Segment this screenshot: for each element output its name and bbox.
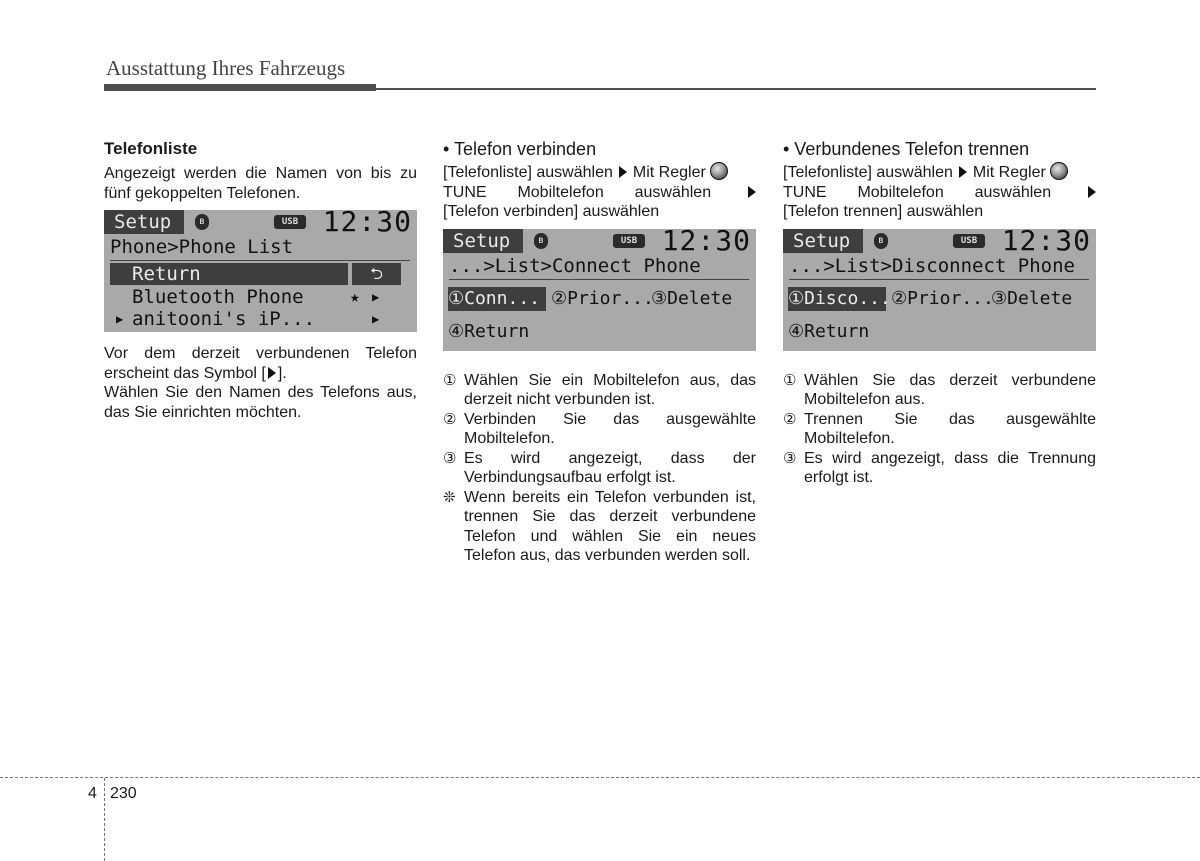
usb-icon: USB <box>274 215 306 229</box>
step-item <box>783 449 1096 488</box>
option-priority: ②Prior... <box>551 287 654 309</box>
instr-text: Mit Regler <box>972 164 1046 181</box>
breadcrumb: Phone>Phone List <box>110 234 410 261</box>
step-number: ② <box>443 409 457 428</box>
step-text: Wählen Sie ein Mobiltelefon aus, das derzeit nicht verbunden ist. <box>464 371 756 408</box>
option-return: ④Return <box>448 320 530 342</box>
breadcrumb: ...>List>Disconnect Phone <box>789 253 1089 280</box>
step-text: Wählen Sie das derzeit verbundene Mobiltelefon aus. <box>804 371 1096 408</box>
option-delete: ③Delete <box>651 287 733 309</box>
chapter-number: 4 <box>88 785 97 802</box>
section-title: • Telefon verbinden <box>443 139 597 159</box>
back-icon: ⮌ <box>352 263 401 285</box>
section-title: Telefonliste <box>104 139 198 158</box>
page-header-title: Ausstattung Ihres Fahrzeugs <box>106 56 346 80</box>
display-screen-disconnect-phone <box>783 223 1096 351</box>
clock: 12:30 <box>322 205 412 238</box>
connected-indicator-icon: ▶ <box>116 312 124 326</box>
step-item <box>443 449 756 488</box>
setup-label: Setup <box>443 229 523 253</box>
step-number: ① <box>443 370 457 389</box>
instruction-line-2 <box>783 183 1096 203</box>
option-delete: ③Delete <box>991 287 1073 309</box>
step-number: ② <box>783 409 797 428</box>
setup-label: Setup <box>104 210 184 234</box>
section-title: • Verbundenes Telefon trennen <box>783 139 1030 159</box>
footer-divider <box>0 777 1200 778</box>
star-icon: ★ <box>350 287 360 306</box>
step-item <box>783 371 1096 410</box>
bluetooth-icon: ʙ <box>534 233 548 249</box>
instr-text: Mit Regler <box>632 164 706 181</box>
step-item <box>443 371 756 410</box>
note-text: Wenn bereits ein Telefon verbunden ist, trennen Sie das derzeit verbundene Telefon und wählen Sie ein neues Telefon aus, das verbunden werden soll. <box>464 488 756 564</box>
symbol-note-text: Vor dem derzeit verbundenen Telefon erscheint das Symbol [ <box>104 345 417 382</box>
footer-vertical-divider <box>104 778 105 861</box>
arrow-icon <box>959 166 967 178</box>
chevron-right-icon: ▶ <box>372 290 380 304</box>
symbol-note-end: ]. <box>277 364 287 382</box>
list-item-return <box>104 263 417 285</box>
note-item <box>443 488 756 566</box>
usb-icon: USB <box>953 234 985 248</box>
setup-label: Setup <box>783 229 863 253</box>
select-name-text: Wählen Sie den Namen des Telefons aus, das Sie einrichten möchten. <box>104 384 417 421</box>
step-text: Es wird angezeigt, dass der Verbindungsaufbau erfolgt ist. <box>464 449 756 486</box>
step-text: Trennen Sie das ausgewählte Mobiltelefon. <box>804 410 1096 447</box>
header-rule-thick <box>104 84 376 91</box>
step-item <box>443 410 756 449</box>
list-item-phone <box>104 308 417 330</box>
option-connect: ①Conn... <box>448 287 546 311</box>
breadcrumb: ...>List>Connect Phone <box>449 253 749 280</box>
status-bar <box>443 223 756 257</box>
tune-knob-icon <box>1050 162 1068 180</box>
instr-text: [Telefonliste] auswählen <box>443 164 613 181</box>
step-item <box>783 410 1096 449</box>
page-number: 230 <box>110 785 137 802</box>
step-number: ③ <box>783 448 797 467</box>
bluetooth-icon: ʙ <box>195 214 209 230</box>
intro-text: Angezeigt werden die Namen von bis zu fünf gekoppelten Telefonen. <box>104 165 417 202</box>
instruction-line-3: [Telefon verbinden] auswählen <box>443 203 660 220</box>
arrow-icon <box>619 166 627 178</box>
tune-knob-icon <box>710 162 728 180</box>
instr-text: TUNE Mobiltelefon auswählen <box>783 183 1052 201</box>
option-disconnect: ①Disco... <box>788 287 891 309</box>
clock: 12:30 <box>661 223 751 257</box>
status-bar <box>104 205 417 238</box>
step-text: Verbinden Sie das ausgewählte Mobiltelefon. <box>464 410 756 447</box>
step-text: Es wird angezeigt, dass die Trennung erfolgt ist. <box>804 449 1096 486</box>
status-bar <box>783 223 1096 257</box>
list-item-label: anitooni's iP... <box>132 308 316 330</box>
clock: 12:30 <box>1001 223 1091 257</box>
symbol-note <box>104 344 417 383</box>
step-number: ③ <box>443 448 457 467</box>
arrow-icon <box>748 186 756 198</box>
column-phone-list <box>104 138 417 422</box>
usb-icon: USB <box>613 234 645 248</box>
instr-text: TUNE Mobiltelefon auswählen <box>443 183 712 201</box>
bluetooth-icon: ʙ <box>874 233 888 249</box>
step-number: ① <box>783 370 797 389</box>
instruction-line-1 <box>443 162 756 183</box>
option-priority: ②Prior... <box>891 287 994 309</box>
instruction-line-1 <box>783 162 1096 183</box>
instr-text: [Telefonliste] auswählen <box>783 164 953 181</box>
instruction-line-2 <box>443 183 756 203</box>
list-item-label: Bluetooth Phone <box>132 286 304 308</box>
chevron-right-icon: ▶ <box>372 312 380 326</box>
display-screen-phone-list <box>104 205 417 332</box>
return-label: Return <box>110 263 348 285</box>
column-disconnect-phone <box>783 138 1096 488</box>
list-item-bluetooth-phone <box>104 286 417 308</box>
note-icon: ❊ <box>443 487 456 506</box>
display-screen-connect-phone <box>443 223 756 351</box>
header-rule-thin <box>376 88 1096 90</box>
option-return: ④Return <box>788 320 870 342</box>
column-connect-phone <box>443 138 756 566</box>
connected-symbol-icon <box>268 367 276 379</box>
instruction-line-3: [Telefon trennen] auswählen <box>783 203 984 220</box>
arrow-icon <box>1088 186 1096 198</box>
